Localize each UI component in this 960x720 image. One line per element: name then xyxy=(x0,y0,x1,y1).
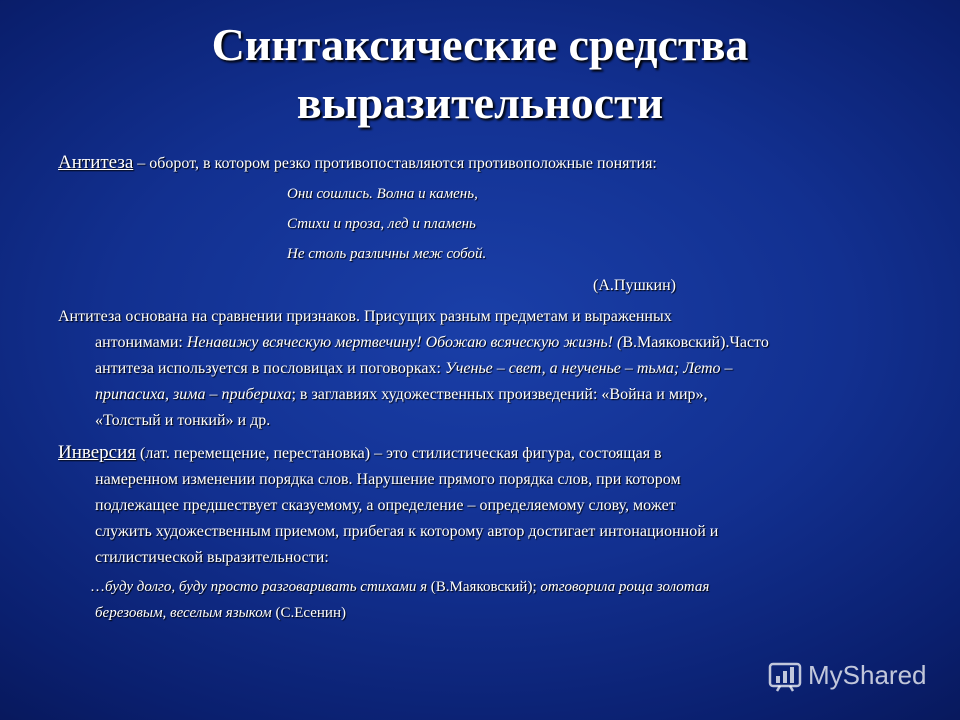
poem-line-2: Стихи и проза, лед и пламень xyxy=(287,216,476,232)
antithesis-para-line-3: антитеза используется в пословицах и поговорках: Ученье – свет, а неученье – тьма; Лето – xyxy=(95,360,733,377)
example-line-1: …буду долго, буду просто разговаривать стихами я (В.Маяковский); отговорила роща золотая xyxy=(90,579,710,595)
antithesis-term: Антитеза xyxy=(58,152,134,173)
slide-title-line-2: выразительности xyxy=(296,77,664,128)
antithesis-para-line-5: «Толстый и тонкий» и др. xyxy=(95,412,271,429)
antithesis-para-line-1: Антитеза основана на сравнении признаков. Присущих разным предметам и выраженных xyxy=(58,308,672,325)
inversion-line-5: стилистической выразительности: xyxy=(95,549,329,566)
poem-author: (А.Пушкин) xyxy=(593,277,676,294)
antithesis-definition-text: – оборот, в котором резко противопоставляются противоположные понятия: xyxy=(133,155,657,172)
myshared-logo[interactable] xyxy=(768,655,927,695)
slide-title xyxy=(0,16,960,132)
antithesis-para-line-4: припасиха, зима – прибериха; в заглавиях художественных произведений: «Война и мир», xyxy=(95,386,708,403)
slide-title-line-1: Синтаксические средства xyxy=(211,19,749,70)
poem-line-3: Не столь различны меж собой. xyxy=(287,246,487,262)
inversion-line-2: намеренном изменении порядка слов. Нарушение прямого порядка слов, при котором xyxy=(95,471,681,488)
myshared-logo-text: MyShared xyxy=(808,659,927,690)
inversion-line-4: служить художественным приемом, прибегая к которому автор достигает интонационной и xyxy=(95,523,719,540)
inversion-term: Инверсия xyxy=(58,442,137,463)
inversion-line-1: Инверсия (лат. перемещение, перестановка) – это стилистическая фигура, состоящая в xyxy=(58,442,662,463)
example-line-2: березовым, веселым языком (С.Есенин) xyxy=(95,605,346,621)
inversion-line-3: подлежащее предшествует сказуемому, а определение – определяемому слову, может xyxy=(95,497,676,514)
antithesis-definition xyxy=(58,150,657,177)
poem-line-1: Они сошлись. Волна и камень, xyxy=(287,186,478,202)
myshared-logo-icon xyxy=(768,658,802,692)
antithesis-para-line-2: антонимами: Ненавижу всяческую мертвечину! Обожаю всяческую жизнь! (В.Маяковский).Часто xyxy=(95,334,769,351)
